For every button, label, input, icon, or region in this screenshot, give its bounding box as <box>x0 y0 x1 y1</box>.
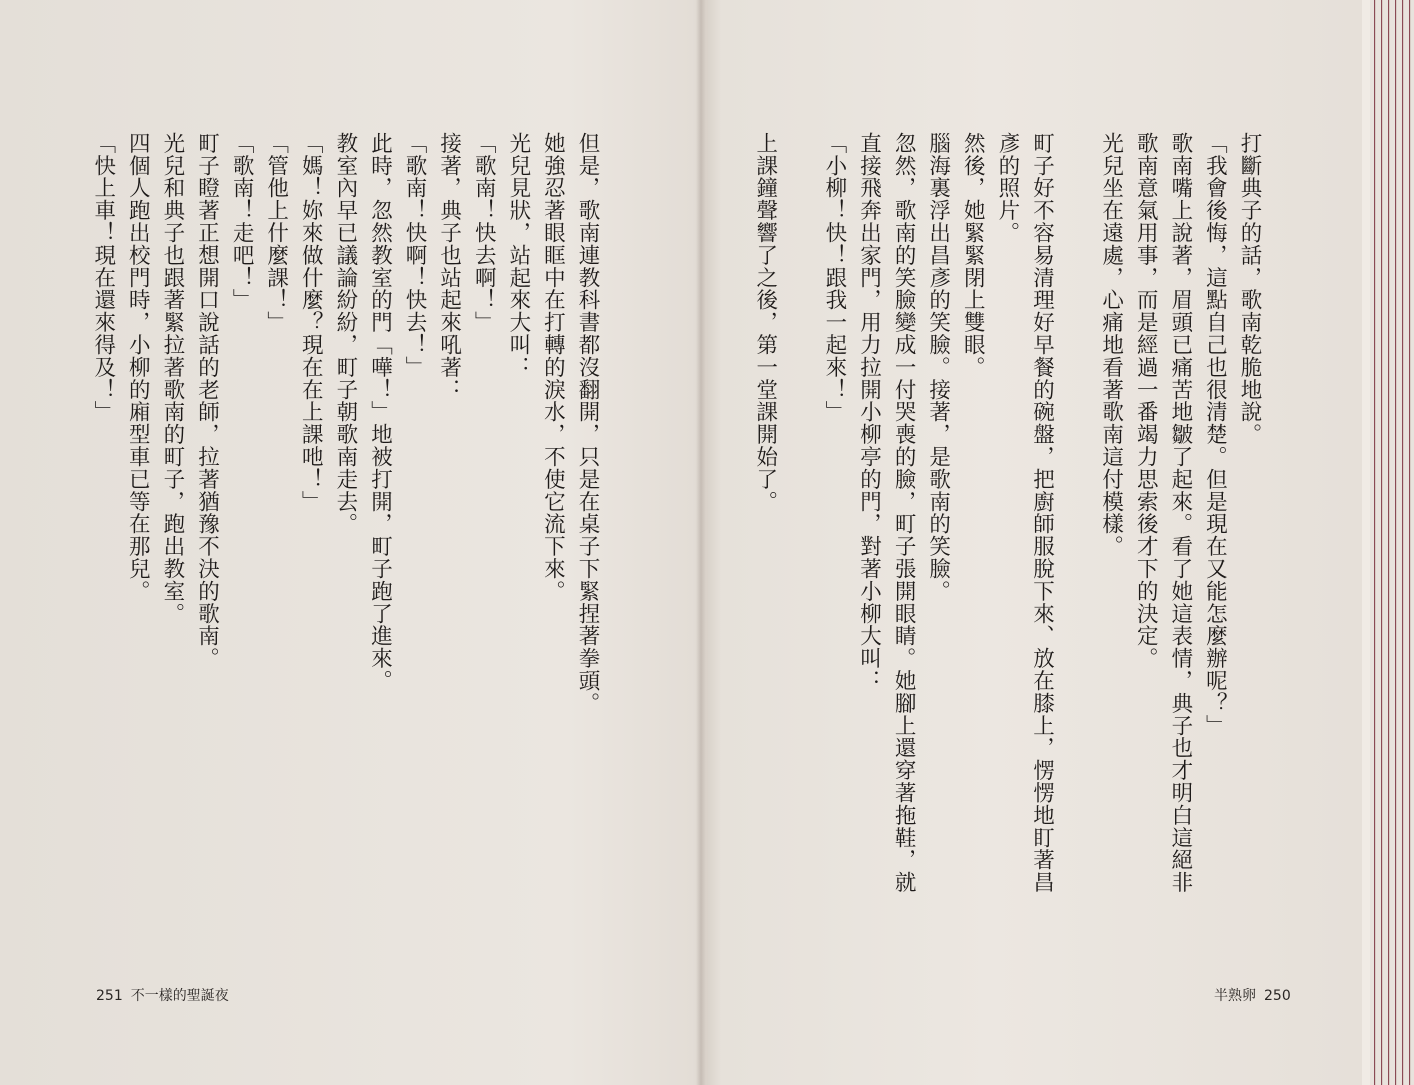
left-line-2: 她強忍著眼眶中在打轉的淚水，不使它流下來。 <box>540 132 566 603</box>
right-line-1: 打斷典子的話，歌南乾脆地說。 <box>1237 132 1262 446</box>
left-line-9: 「媽！妳來做什麼？現在在上課吔！」 <box>298 132 324 513</box>
right-line-12: 直接飛奔出家門，用力拉開小柳亭的門，對著小柳大叫： <box>856 132 882 692</box>
right-page-footer <box>1214 985 1299 1005</box>
right-line-10: 腦海裏浮出昌彥的笑臉。接著，是歌南的笑臉。 <box>925 132 951 603</box>
right-page-text <box>747 132 1266 992</box>
right-page-number: 250 <box>1264 988 1291 1004</box>
right-line-13: 「小柳！快！跟我一起來！」 <box>821 132 847 424</box>
right-line-9: 然後，她緊緊閉上雙眼。 <box>960 132 986 379</box>
right-line-15: 上課鐘聲響了之後，第一堂課開始了。 <box>752 132 778 513</box>
left-line-12: 町子瞪著正想開口說話的老師，拉著猶豫不決的歌南。 <box>194 132 220 670</box>
right-line-3: 歌南嘴上說著，眉頭已痛苦地皺了起來。看了她這表情，典子也才明白這絕非 <box>1167 132 1193 894</box>
left-line-10: 「管他上什麼課！」 <box>263 132 289 334</box>
right-line-8: 彥的照片。 <box>994 132 1020 244</box>
left-line-1: 但是，歌南連教科書都沒翻開，只是在桌子下緊捏著拳頭。 <box>575 132 600 715</box>
right-running-title: 半熟卵 <box>1214 988 1256 1004</box>
left-page <box>0 0 700 1085</box>
right-line-2: 「我會後悔，這點自己也很清楚。但是現在又能怎麼辦呢？」 <box>1202 132 1228 737</box>
right-line-4: 歌南意氣用事，而是經過一番竭力思索後才下的決定。 <box>1133 132 1159 670</box>
right-page <box>704 0 1354 1085</box>
right-line-14 <box>782 132 817 992</box>
left-line-8: 教室內早已議論紛紛，町子朝歌南走去。 <box>332 132 358 536</box>
left-page-number: 251 <box>96 988 123 1004</box>
left-line-7: 此時，忽然教室的門「嘩！」地被打開，町子跑了進來。 <box>367 132 393 692</box>
right-line-11: 忽然，歌南的笑臉變成一付哭喪的臉，町子張開眼睛。她腳上還穿著拖鞋，就 <box>891 132 917 894</box>
left-line-3: 光兒見狀，站起來大叫： <box>505 132 531 379</box>
left-page-text <box>85 132 604 992</box>
left-line-11: 「歌南！走吧！」 <box>229 132 255 312</box>
left-line-6: 「歌南！快啊！快去！」 <box>402 132 428 379</box>
left-line-14: 四個人跑出校門時，小柳的廂型車已等在那兒。 <box>125 132 151 603</box>
left-line-5: 接著，典子也站起來吼著： <box>436 132 462 401</box>
page-edges <box>1362 0 1414 1085</box>
left-line-13: 光兒和典子也跟著緊拉著歌南的町子，跑出教室。 <box>159 132 185 625</box>
right-line-7: 町子好不容易清理好早餐的碗盤，把廚師服脫下來、放在膝上，愣愣地盯著昌 <box>1029 132 1055 894</box>
right-line-5: 光兒坐在遠處，心痛地看著歌南這付模樣。 <box>1098 132 1124 558</box>
left-running-title: 不一樣的聖誕夜 <box>130 988 229 1004</box>
right-line-6 <box>1058 132 1093 992</box>
left-line-4: 「歌南！快去啊！」 <box>471 132 497 334</box>
left-line-15: 「快上車！現在還來得及！」 <box>90 132 116 424</box>
left-page-footer <box>96 985 237 1005</box>
